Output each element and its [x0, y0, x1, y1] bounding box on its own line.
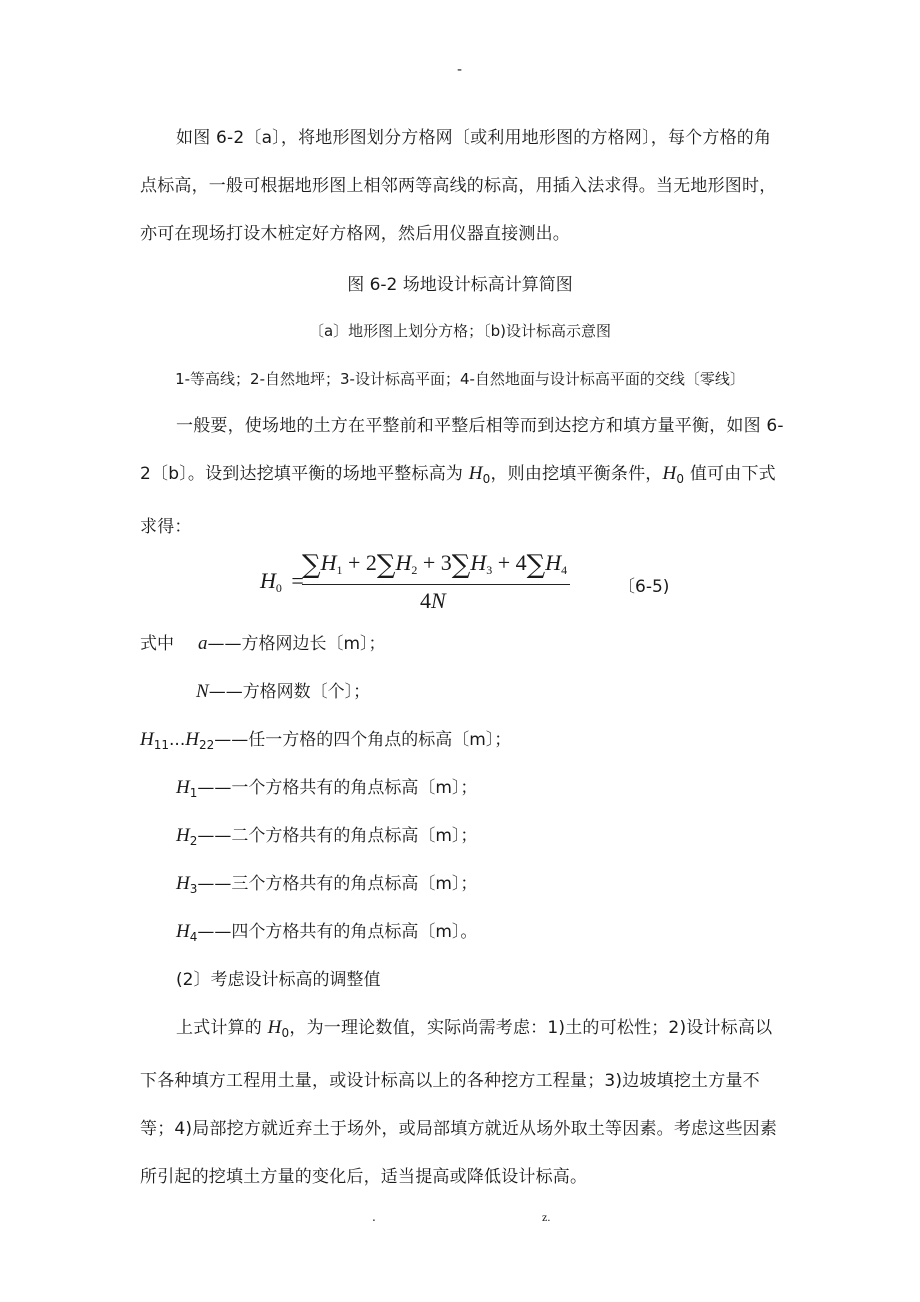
section-heading: (2〕考虑设计标高的调整值 [176, 970, 381, 990]
sum-icon: ∑ [451, 550, 471, 580]
definition-h2 [176, 824, 477, 853]
figure-legend: 1-等高线；2-自然地坪；3-设计标高平面；4-自然地面与设计标高平面的交线〔零线〕 [175, 370, 745, 388]
formula-number: 〔6-5) [618, 577, 670, 597]
formula-term3-var: H [470, 550, 487, 575]
definition-h3 [176, 872, 477, 901]
footer-mark-right: z. [542, 1210, 551, 1224]
paragraph-balance [140, 402, 784, 551]
definition-sub: 2 [189, 834, 198, 848]
paragraph-adjustment [140, 1004, 784, 1201]
var-h0: H [662, 463, 677, 484]
paragraph-balance-text-c: 值可由下式求得： [140, 464, 776, 537]
sum-icon: ∑ [302, 550, 321, 580]
definition-prefix: 式中 [140, 634, 174, 654]
definition-h1 [176, 776, 477, 805]
definition-var: H [176, 777, 190, 798]
definition-ellipsis: ... [169, 730, 186, 750]
var-h0: H [468, 463, 483, 484]
formula-term4-sub: 4 [561, 563, 568, 577]
paragraph-balance-text-a: 一般要，使场地的土方在平整前和平整后相等而到达挖方和填方量平衡，如图 6-2〔b〕。设到达挖填平衡的场地平整标高为 [140, 416, 784, 484]
definition-var: H [185, 729, 199, 750]
formula-term2-var: H [395, 550, 412, 575]
formula-term1-var: H [320, 550, 337, 575]
formula-equals: = [291, 568, 304, 593]
definition-text: ——方格网数〔个〕； [208, 682, 371, 702]
definition-sub: 4 [189, 930, 198, 944]
var-h0-sub: 0 [676, 472, 685, 486]
formula-denominator-var: N [431, 588, 446, 613]
definition-sub: 22 [198, 738, 215, 752]
formula-plus3: + 4 [497, 550, 527, 575]
definition-var: N [196, 681, 209, 702]
formula-term2-sub: 2 [411, 563, 418, 577]
formula-lhs-sub: 0 [275, 581, 282, 595]
sum-icon: ∑ [526, 550, 546, 580]
definition-var: a [198, 633, 208, 654]
formula-lhs [260, 568, 304, 596]
footer-mark-left: . [372, 1210, 376, 1224]
figure-subcaption: 〔a〕地形图上划分方格；〔b)设计标高示意图 [308, 322, 612, 340]
paragraph-adjustment-text-b: ，为一理论数值，实际尚需考虑：1)土的可松性；2)设计标高以下各种填方工程用土量，或设计标高以上的各种挖方工程量；3)边坡填挖土方量不等；4)局部挖方就近弃土于场外，或局部填方就近从场外取土等因素。考虑这些因素所引起的挖填土方量的变化后，适当提高或降低设计标高。 [140, 1018, 778, 1187]
var-h0-sub: 0 [281, 1026, 290, 1040]
definition-sub: 1 [189, 786, 198, 800]
definition-text: ——任一方格的四个角点的标高〔m〕； [214, 730, 512, 750]
header-mark: - [457, 62, 463, 78]
definition-h11-h22 [140, 728, 511, 757]
definition-a [140, 632, 386, 656]
definition-var: H [140, 729, 154, 750]
figure-caption: 图 6-2 场地设计标高计算简图 [347, 275, 573, 295]
definition-text: ——二个方格共有的角点标高〔m〕； [197, 826, 478, 846]
definition-text: ——四个方格共有的角点标高〔m〕。 [197, 922, 478, 942]
definition-sub: 3 [189, 882, 198, 896]
definition-sub: 11 [153, 738, 170, 752]
var-h0-sub: 0 [482, 472, 491, 486]
var-h0: H [267, 1017, 282, 1038]
formula-numerator [302, 550, 567, 580]
paragraph-balance-text-b: ，则由挖填平衡条件， [490, 464, 663, 484]
definition-text: ——方格网边长〔m〕； [207, 634, 386, 654]
formula-denominator-num: 4 [420, 588, 431, 613]
fraction-bar [302, 584, 570, 585]
definition-var: H [176, 825, 190, 846]
paragraph-adjustment-text-a: 上式计算的 [176, 1018, 268, 1038]
paragraph-intro-text: 如图 6-2〔a〕，将地形图划分方格网〔或利用地形图的方格网〕，每个方格的角点标高，一般可根据地形图上相邻两等高线的标高，用插入法求得。当无地形图时，亦可在现场打设木桩定好方格网，然后用仪器直接测出。 [140, 128, 777, 244]
definition-var: H [176, 873, 190, 894]
formula-term4-var: H [545, 550, 562, 575]
sum-icon: ∑ [376, 550, 396, 580]
formula-denominator [420, 588, 446, 614]
formula-plus1: + 2 [347, 550, 377, 575]
formula-lhs-var: H [260, 568, 276, 593]
formula-term3-sub: 3 [486, 563, 493, 577]
paragraph-intro [140, 114, 784, 258]
definition-h4 [176, 920, 477, 949]
definition-var: H [176, 921, 190, 942]
definition-text: ——三个方格共有的角点标高〔m〕； [197, 874, 478, 894]
formula-plus2: + 3 [422, 550, 452, 575]
formula-term1-sub: 1 [336, 563, 343, 577]
definition-n [196, 680, 370, 704]
definition-text: ——一个方格共有的角点标高〔m〕； [197, 778, 478, 798]
